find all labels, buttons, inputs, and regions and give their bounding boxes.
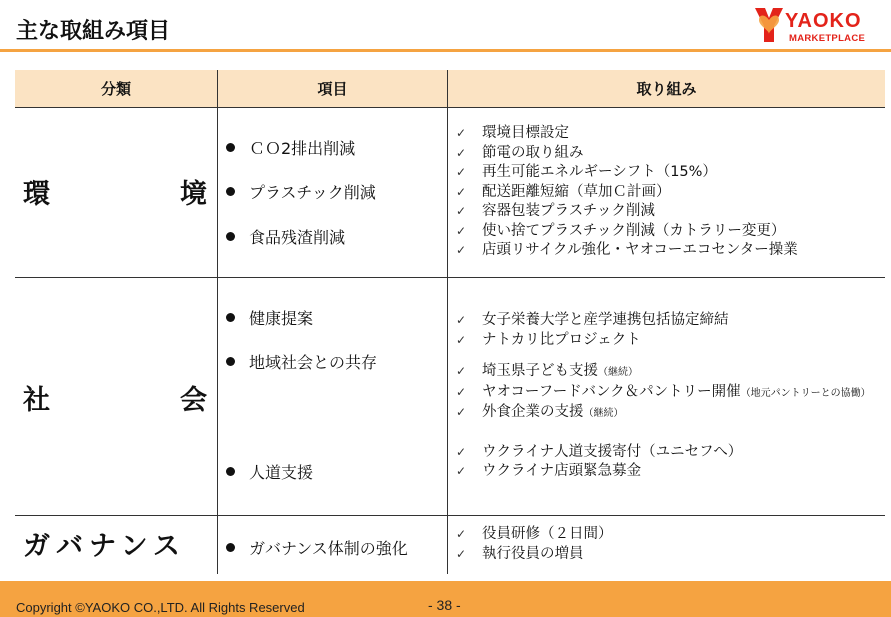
page-title: 主な取組み項目 bbox=[16, 19, 171, 44]
logo-sub-text: MARKETPLACE bbox=[789, 33, 866, 44]
bullet-icon bbox=[226, 357, 235, 366]
yaoko-y-logo-icon bbox=[753, 6, 785, 44]
list-item: ✓ 埼玉県子ども支援 （継続） bbox=[456, 362, 885, 383]
list-item: プラスチック削減 bbox=[226, 180, 376, 203]
list-item: ＣＯ2排出削減 bbox=[226, 136, 355, 159]
category-cell-environment bbox=[15, 108, 218, 278]
page-number: - 38 - bbox=[428, 597, 461, 613]
check-icon: ✓ bbox=[456, 313, 467, 327]
check-icon: ✓ bbox=[456, 527, 467, 541]
list-item: ガバナンス体制の強化 bbox=[226, 536, 408, 559]
list-item: 地域社会との共存 bbox=[226, 350, 377, 373]
bullet-icon bbox=[226, 313, 235, 322]
check-icon: ✓ bbox=[456, 332, 467, 347]
header-action: 取り組み bbox=[448, 70, 886, 108]
check-icon: ✓ bbox=[456, 364, 467, 378]
list-item: ✓ 節電の取り組み bbox=[456, 144, 885, 164]
title-rule bbox=[0, 49, 891, 52]
item-cell-environment bbox=[218, 108, 448, 278]
action-cell-environment bbox=[448, 108, 886, 278]
table-header-row bbox=[15, 70, 885, 108]
header-item: 項目 bbox=[218, 70, 448, 108]
list-item: ✓ 環境目標設定 bbox=[456, 124, 885, 144]
bullet-icon bbox=[226, 143, 235, 152]
category-label-society: 社 会 bbox=[23, 385, 207, 416]
list-item: 健康提案 bbox=[226, 306, 313, 329]
action-list-governance bbox=[448, 516, 885, 564]
list-item: ✓ 再生可能エネルギーシフト（15%） bbox=[456, 163, 885, 183]
copyright-text: Copyright ©YAOKO CO.,LTD. All Rights Reserved bbox=[16, 600, 305, 615]
bullet-icon bbox=[226, 187, 235, 196]
action-list-environment bbox=[448, 108, 885, 261]
list-item: ✓ 使い捨てプラスチック削減（カトラリー変更） bbox=[456, 222, 885, 242]
table-row-governance bbox=[15, 516, 885, 574]
item-cell-society bbox=[218, 278, 448, 516]
list-item: ✓ 役員研修（２日間） bbox=[456, 525, 885, 545]
list-item: ✓ 女子栄養大学と産学連携包括協定締結 bbox=[456, 311, 885, 331]
category-label-governance: ガバナンス bbox=[23, 531, 186, 562]
initiatives-table bbox=[15, 70, 885, 574]
check-icon: ✓ bbox=[456, 204, 467, 218]
check-icon: ✓ bbox=[456, 184, 467, 199]
list-item: 人道支援 bbox=[226, 460, 313, 483]
item-cell-governance bbox=[218, 516, 448, 574]
check-icon: ✓ bbox=[456, 145, 467, 160]
table-row-society bbox=[15, 278, 885, 516]
check-icon: ✓ bbox=[456, 546, 467, 561]
yaoko-logo bbox=[753, 6, 885, 46]
check-icon: ✓ bbox=[456, 126, 467, 140]
list-item: ✓ 容器包装プラスチック削減 bbox=[456, 202, 885, 222]
check-icon: ✓ bbox=[456, 405, 467, 419]
list-item: ✓ 執行役員の増員 bbox=[456, 545, 885, 565]
list-item: ✓ 店頭リサイクル強化・ヤオコーエコセンター操業 bbox=[456, 241, 885, 261]
list-item: ✓ ウクライナ店頭緊急募金 bbox=[456, 462, 885, 482]
category-cell-governance bbox=[15, 516, 218, 574]
check-icon: ✓ bbox=[456, 384, 467, 399]
bullet-icon bbox=[226, 232, 235, 241]
check-icon: ✓ bbox=[456, 243, 467, 257]
table-row-environment bbox=[15, 108, 885, 278]
category-label-environment: 環 境 bbox=[23, 179, 207, 210]
header-category: 分類 bbox=[15, 70, 218, 108]
list-item: ✓ 外食企業の支援 （継続） bbox=[456, 403, 885, 424]
check-icon: ✓ bbox=[456, 165, 467, 179]
action-cell-society bbox=[448, 278, 886, 516]
action-cell-governance bbox=[448, 516, 886, 574]
logo-brand-text: YAOKO bbox=[785, 10, 862, 32]
check-icon: ✓ bbox=[456, 444, 467, 459]
list-item: ✓ ウクライナ人道支援寄付（ユニセフへ） bbox=[456, 443, 885, 463]
list-item: ✓ ナトカリ比プロジェクト bbox=[456, 331, 885, 351]
list-item: ✓ ヤオコーフードバンク＆パントリー開催 （地元パントリーとの協働） bbox=[456, 383, 885, 404]
check-icon: ✓ bbox=[456, 464, 467, 478]
action-list-society bbox=[448, 278, 885, 482]
category-cell-society bbox=[15, 278, 218, 516]
footer-bar bbox=[0, 581, 891, 617]
bullet-icon bbox=[226, 467, 235, 476]
list-item: 食品残渣削減 bbox=[226, 225, 345, 248]
list-item: ✓ 配送距離短縮（草加Ｃ計画） bbox=[456, 183, 885, 203]
check-icon: ✓ bbox=[456, 223, 467, 238]
bullet-icon bbox=[226, 543, 235, 552]
